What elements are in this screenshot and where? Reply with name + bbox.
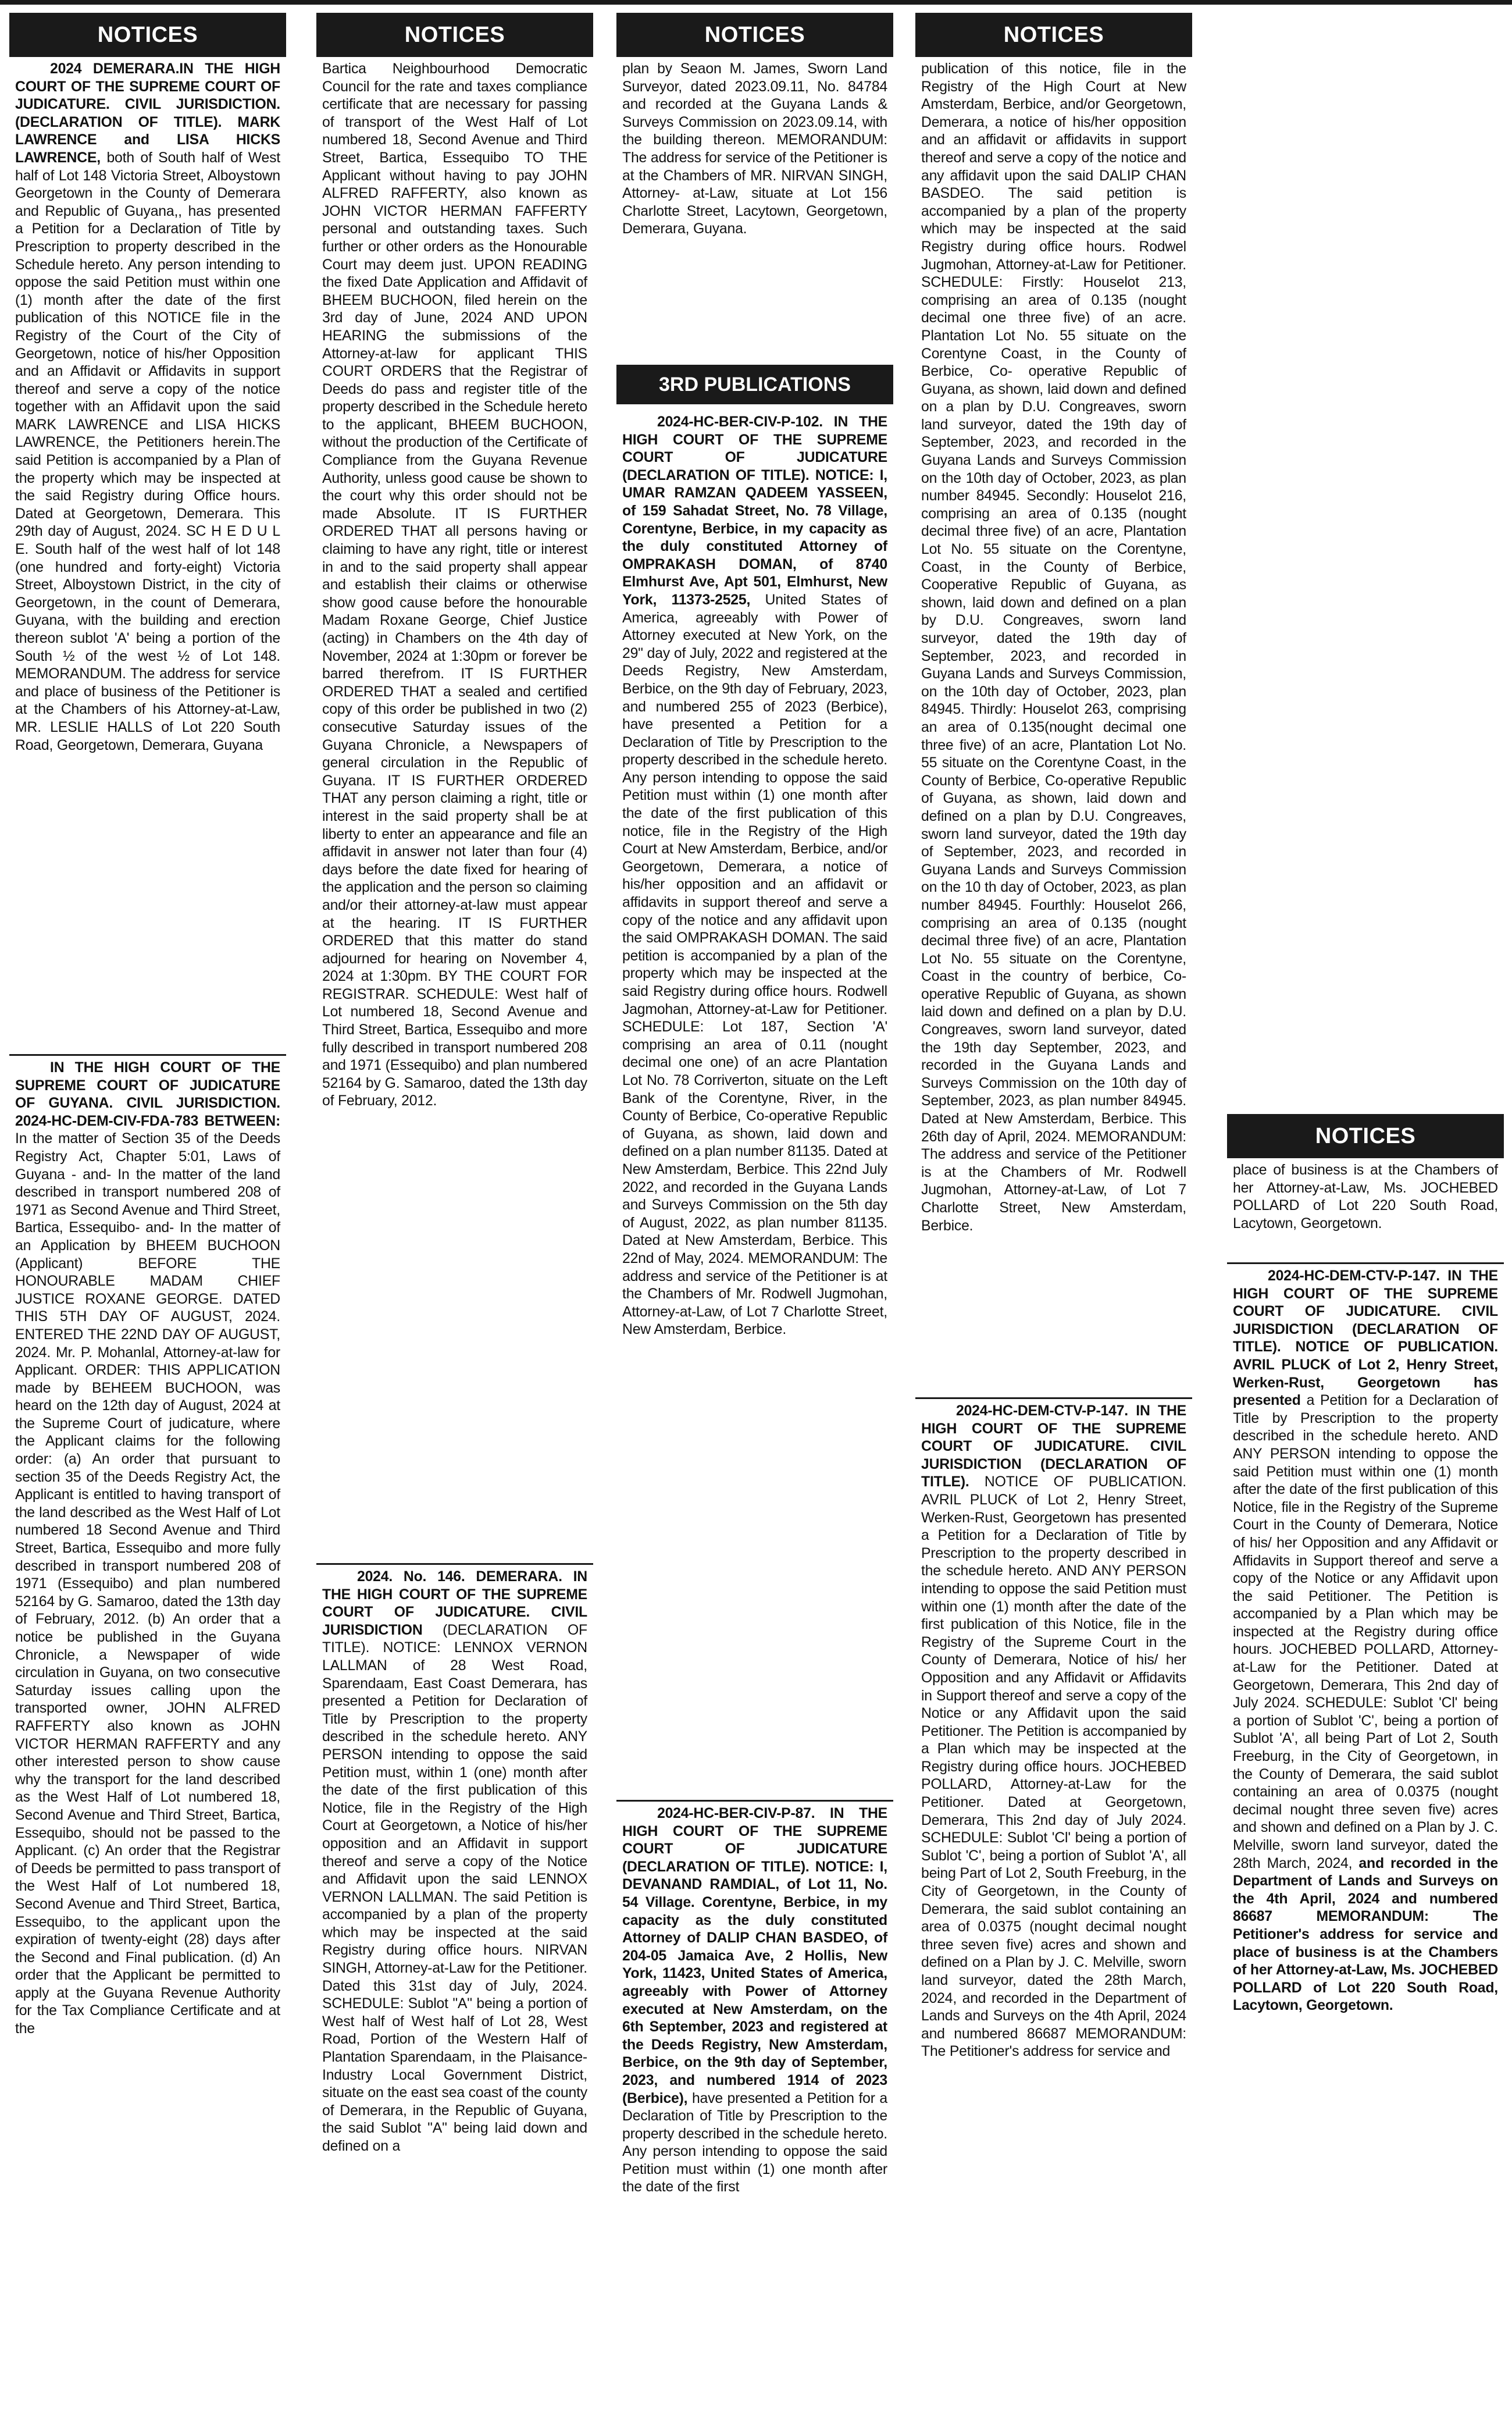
notice-dem-146 — [316, 1565, 593, 2376]
notices-header: NOTICES — [316, 13, 593, 57]
column-4 — [915, 13, 1192, 2410]
notice-body: both of South half of West half of Lot 148 Victoria Street, Alboystown Georgetown in the County of Demerara and Republic of Guyana,, has presented a Petition for a Declaration of Title by Prescription to property described in the Schedule hereto. Any person intending to oppose the said Petition must within one (1) month after the date of the first publication of this NOTICE file in the Registry of the Court of the City of Georgetown, notice of his/her Opposition and an Affidavit or Affidavits in support thereof and serve a copy of the notice together with an Affidavit upon the said MARK LAWRENCE and LISA HICKS LAWRENCE, the Petitioners herein.The said Petition is accompanied by a Plan of the property which may be inspected at the said Registry during Office hours. Dated at Georgetown, Demerara. This 29th day of August, 2024. SC H E D U L E. South half of the west half of lot 148 (one hundred and forty-eight) Victoria Street, Alboystown District, in the city of Georgetown, in the count of Demerara, Guyana, with the building and erection thereon sublot 'A' being a portion of the South ½ of the west ½ of Lot 148. MEMORANDUM. The address for service and place of business of the Petitioner is at the Chambers of his Attorney-at-Law, MR. LESLIE HALLS of Lot 220 South Road, Georgetown, Demerara, Guyana — [15, 150, 280, 753]
notices-header: NOTICES — [915, 13, 1192, 57]
notices-header: NOTICES — [9, 13, 286, 57]
top-rule — [0, 0, 1512, 5]
notice-body: have presented a Petition for a Declaration of Title by Prescription to the property described in the schedule hereto. Any person intending to oppose the said Petition must within (1) one month after the date of the first — [622, 2090, 887, 2195]
notice-ber-87 — [616, 1802, 893, 2403]
notice-body: Bartica Neighbourhood Democratic Council for the rate and taxes compliance certificate that are necessary for passing of transport of the West Half of Lot numbered 18, Second Avenue and Third Street, Bartica, Essequibo TO THE Applicant without having to pay JOHN ALFRED RAFFERTY, also known as JOHN VICTOR HERMAN FAFFERTY personal and outstanding taxes. Such further or other orders as the Honourable Court may deem just. UPON READING the fixed Date Application and Affidavit of BHEEM BUCHOON, filed herein on the 3rd day of June, 2024 AND UPON HEARING the submissions of the Attorney-at-law for applicant THIS COURT ORDERS that the Registrar of Deeds do pass and register title of the property described in the Schedule hereto to the applicant, BHEEM BUCHOON, without the production of the Certificate of Compliance from the Guyana Revenue Authority, unless good cause be shown to the court why this order should not be made Absolute. IT IS FURTHER ORDERED THAT all persons having or claiming to have any right, title or interest in and to the said property shall appear and establish their claims or otherwise show good cause before the honourable Madam Roxane George, Chief Justice (acting) in Chambers on the 4th day of November, 2024 at 1:30pm or forever be barred therefrom. IT IS FURTHER ORDERED THAT a sealed and certified copy of this order be published in two (2) consecutive Saturday issues of the Guyana Chronicle, a Newspapers of general circulation in the Republic of Guyana. IT IS FURTHER ORDERED THAT any person claiming a right, title or interest in the said property shall be at liberty to enter an appearance and file an affidavit in answer not later than four (4) days before the date fixed for hearing of the application and the person so claiming and/or their attorney-at-law must appear at the hearing. IT IS FURTHER ORDERED that this matter do stand adjourned for hearing on November 4, 2024 at 1:30pm. BY THE COURT FOR REGISTRAR. SCHEDULE: West half of Lot numbered 18, Second Avenue and Third Street, Bartica, Essequibo and more fully described in transport numbered 208 and 1971 (Essequibo) and plan numbered 52164 by G. Samaroo, dated the 13th day of February, 2012. — [322, 61, 587, 1109]
notice-ctv-147-second — [1227, 1264, 1504, 2389]
notice-fda-783 — [9, 1056, 286, 2402]
notice-body: In the matter of Section 35 of the Deeds Registry Act, Chapter 5:01, Laws of Guyana - and- In the matter of the land described in transport numbered 208 of 1971 as Second Avenue and Third Street, Bartica, Essequibo- and- In the matter of an Application by BHEEM BUCHOON (Applicant) BEFORE THE HONOURABLE MADAM CHIEF JUSTICE ROXANE GEORGE. DATED THIS 5TH DAY OF AUGUST, 2024. ENTERED THE 22ND DAY OF AUGUST, 2024. Mr. P. Mohanlal, Attorney-at-law for Applicant. ORDER: THIS APPLICATION made by BEHEEM BUCHOON, was heard on the 12th day of August, 2024 at the Supreme Court of judicature, where the Applicant claims for the following order: (a) An order that pursuant to section 35 of the Deeds Registry Act, the Applicant is entitled to having transport of the land described as the West Half of Lot numbered 18 Second Avenue and Third Street, Bartica, Essequibo and more fully described in transport numbered 208 of 1971 (Essequibo) and plan numbered 52164 by G. Samaroo, dated the 13th day of February, 2012. (b) An order that a notice be published in the Guyana Chronicle, a Newspaper of wide circulation in Guyana, on two consecutive Saturday issues calling upon the transported owner, JOHN ALFRED RAFFERTY also known as JOHN VICTOR HERMAN RAFFERTY and any other interested person to show cause why the transport for the land described as the West Half of Lot numbered 18, Second Avenue and Third Street, Bartica, Essequibo, should not be passed to the Applicant. (c) An order that the Registrar of Deeds be permitted to pass transport of the West Half of Lot numbered 18, Second Avenue and Third Street, Bartica, Essequibo, to the applicant upon the expiration of twenty-eight (28) days after the Second and Final publication. (d) An order that the Applicant be permitted to apply at the Guyana Revenue Authority for the Tax Compliance Certificate and at the — [15, 1131, 280, 2037]
notice-caption: IN THE HIGH COURT OF THE SUPREME COURT OF JUDICATURE OF GUYANA. CIVIL JURISDICTION. 2024-HC-DEM-CIV-FDA-783 BETWEEN: — [15, 1060, 280, 1129]
notice-memorandum: and recorded in the Department of Lands and Surveys on the 4th April, 2024 and numbered 86687 MEMORANDUM: The Petitioner's address for service and place of business is at the Chambers of her Attorney-at-Law, Ms. JOCHEBED POLLARD of Lot 220 South Road, Lacytown, Georgetown. — [1233, 1855, 1498, 2014]
third-publications-header: 3RD PUBLICATIONS — [616, 365, 893, 404]
notice-body: plan by Seaon M. James, Sworn Land Surveyor, dated 2023.09.11, No. 84784 and recorded at the Guyana Lands & Surveys Commission on 2023.09.14, with the building thereon. MEMORANDUM: The address for service of the Petitioner is at the Chambers of MR. NIRVAN SINGH, Attorney- at-Law, situate at Lot 156 Charlotte Street, Lacytown, Georgetown, Demerara, Guyana. — [622, 61, 887, 237]
notices-header: NOTICES — [1227, 1114, 1504, 1158]
notice-body: a Petition for a Declaration of Title by Prescription to the property described in the schedule hereto. AND ANY PERSON intending to oppose the said Petition must within one (1) month after the date of the first publication of this Notice, file in the Registry of the Supreme Court in the County of Demerara, Notice of his/ her Opposition and any Affidavit or Affidavits in Support thereof and serve a copy of the Notice or any Affidavit upon the said Petitioner. The Petition is accompanied by a Plan which may be inspected at the Registry during office hours. JOCHEBED POLLARD, Attorney-at-Law for the Petitioner. Dated at Georgetown, Demerara, This 2nd day of July 2024. SCHEDULE: Sublot 'Cl' being a portion of Sublot 'C', being a portion of Sublot 'A', all being Part of Lot 2, South Freeburg, in the City of Georgetown, in the County of Demerara, the said sublot containing an area of 0.0375 (nought decimal nought three seven five) acres and shown and defined on a Plan by J. C. Melville, sworn land surveyor, dated the 28th March, 2024, — [1233, 1393, 1498, 1871]
notice-demerara-lawrence — [9, 57, 286, 1056]
column-3 — [616, 13, 893, 2410]
notice-caption: 2024-HC-BER-CIV-P-102. IN THE HIGH COURT OF THE SUPREME COURT OF JUDICATURE (DECLARATION OF TITLE). NOTICE: I, UMAR RAMZAN QADEEM YASSEEN, of 159 Sahadat Street, No. 78 Village, Corentyne, Berbice, in my capacity as the duly constituted Attorney of OMPRAKASH DOMAN, of 8740 Elmhurst Ave, Apt 501, Elmhurst, New York, 11373-2525, — [622, 414, 887, 608]
notice-caption: 2024-HC-BER-CIV-P-87. IN THE HIGH COURT OF THE SUPREME COURT OF JUDICATURE (DECLARATION OF TITLE). NOTICE: I, DEVANAND RAMDIAL, of Lot 11, No. 54 Village. Corentyne, Berbice, in my capacity as the duly constituted Attorney of DALIP CHAN BASDEO, of 204-05 Jamaica Ave, 2 Hollis, New York, 11423, United States of America, agreeably with Power of Attorney executed at New Amsterdam, on the 6th September, 2023 and registered at the Deeds Registry, New Amsterdam, Berbice, on the 9th day of September, 2023, and numbered 1914 of 2023 (Berbice), — [622, 1806, 887, 2106]
notice-ctv-147-continued — [1227, 1158, 1504, 1264]
column-5 — [1227, 1114, 1504, 2397]
column-1 — [9, 13, 286, 2410]
notice-caption: 2024-HC-DEM-CTV-P-147. IN THE HIGH COURT OF THE SUPREME COURT OF JUDICATURE. CIVIL JURISDICTION (DECLARATION OF TITLE). — [921, 1403, 1186, 1490]
notices-header: NOTICES — [616, 13, 893, 57]
column-2 — [316, 13, 593, 2410]
notice-body: place of business is at the Chambers of her Attorney-at-Law, Ms. JOCHEBED POLLARD of Lot 220 South Road, Lacytown, Georgetown. — [1233, 1162, 1498, 1232]
notice-dem-146-continued — [616, 57, 893, 359]
notice-ctv-147 — [915, 1399, 1192, 2408]
notice-ber-102 — [616, 410, 893, 1802]
notice-body: United States of America, agreeably with Power of Attorney executed at New York, on the 29" day of July, 2022 and registered at the Deeds Registry, New Amsterdam, Berbice, on the 9th day of February, 2023, and numbered 255 of 2023 (Berbice), have presented a Petition for a Declaration of Title by Prescription to the property described in the schedule hereto. Any person intending to oppose the said Petition must within (1) one month after the date of the first publication of this notice, file in the Registry of the High Court at New Amsterdam, Berbice, and/or Georgetown, Demerara, a notice of his/her opposition and an affidavit or affidavits in support thereof and serve a copy of the notice and any affidavit upon the said OMPRAKASH DOMAN. The said petition is accompanied by a plan of the property which may be inspected at the said Registry during office hours. Rodwell Jagmohan, Attorney-at-Law for Petitioner. SCHEDULE: Lot 187, Section 'A' comprising an area of 0.11 (nought decimal one one) of an acre Plantation Lot No. 78 Corriverton, situate on the Left Bank of the Corentyne, River, in the County of Berbice, Co-operative Republic of Guyana, as shown, laid down and defined on a plan number 81135. Dated at New Amsterdam, Berbice. This 22nd July 2022, and recorded in the Guyana Lands and Surveys Commission on the 5th day of August, 2022, as plan number 81135. Dated at New Amsterdam, Berbice. This 22nd of May, 2024. MEMORANDUM: The address and service of the Petitioner is at the Chambers of Mr. Rodwell Jugmohan, Attorney-at-Law, of Lot 7 Charlotte Street, New Amsterdam, Berbice. — [622, 592, 887, 1338]
notice-caption: 2024-HC-DEM-CTV-P-147. IN THE HIGH COURT OF THE SUPREME COURT OF JUDICATURE. CIVIL JURISDICTION (DECLARATION OF TITLE). NOTICE OF PUBLICATION. AVRIL PLUCK of Lot 2, Henry Street, Werken-Rust, Georgetown has presented — [1233, 1268, 1498, 1409]
notice-ber-87-continued — [915, 57, 1192, 1399]
notice-body: publication of this notice, file in the Registry of the High Court at New Amsterdam, Berbice, and/or Georgetown, Demerara, a notice of his/her opposition and an affidavit or affidavits in support thereof and serve a copy of the notice and any affidavit upon the said DALIP CHAN BASDEO. The said petition is accompanied by a plan of the property which may be inspected at the said Registry during office hours. Rodwel Jugmohan, Attorney-at-Law for Petitioner. SCHEDULE: Firstly: Houselot 213, comprising an area of 0.135 (nought decimal one three five) of an acre. Plantation Lot No. 55 situate on the Corentyne Coast, in the County of Berbice, Co- operative Republic of Guyana, as shown, laid down and defined on a plan by D.U. Congreaves, sworn land surveyor, dated the 19th day of September, 2023, and recorded in the Guyana Lands and Surveys Commission on the 10th day of October, 2023, as plan number 84945. Secondly: Houselot 216, comprising an area of 0.135 (nought decimal three five) of an acre, Plantation Lot No. 55 situate on the Corentyne, Coast, in the County of Berbice, Cooperative Republic of Guyana, as shown, laid down and defined on a plan by D.U. Congreaves, sworn land surveyor, dated the 19th day of September, 2023, and recorded in Guyana Lands and Surveys Commission, on the 10th day of October, 2023, plan 84945. Thirdly: Houselot 263, comprising an area of 0.135(nought decimal one three five) of an acre, Plantation Lot No. 55 situate on the Corentyne Coast, in the County of Berbice, Co-operative Republic of Guyana, as shown, laid down and defined on a plan by D.U. Congreaves, sworn land surveyor, dated the 19th day of September, 2023, and recorded in Guyana Lands and Surveys Commission on the 10 th day of October, 2023, as plan number 84945. Fourthly: Houselot 266, comprising an area of 0.135 (nought decimal three five) of an acre, Plantation Lot No. 55 situate on the Corentyne, Coast in the country of berbice, Co-operative Republic of Guyana, as shown laid down and defined on a plan by D.U. Congreaves, sworn land surveyor, dated the 19th day September, 2023, and recorded in the Guyana Lands and Surveys Commission on the 10th day of September, 2023, as plan number 84945. Dated at New Amsterdam, Berbice. This 26th day of April, 2024. MEMORANDUM: The address and service of the Petitioner is at the Chambers of Mr. Rodwell Jugmohan, Attorney-at-Law, of Lot 7 Charlotte Street, New Amsterdam, Berbice. — [921, 61, 1186, 1234]
notice-caption: 2024 DEMERARA.IN THE HIGH COURT OF THE SUPREME COURT OF JUDICATURE. CIVIL JURISDICTION. (DECLARATION OF TITLE). MARK LAWRENCE and LISA HICKS LAWRENCE, — [15, 61, 280, 166]
notice-fda-783-continued — [316, 57, 593, 1565]
notice-caption: 2024. No. 146. DEMERARA. IN THE HIGH COURT OF THE SUPREME COURT OF JUDICATURE. CIVIL JURISDICTION — [322, 1569, 587, 1638]
notice-body: (DECLARATION OF TITLE). NOTICE: LENNOX VERNON LALLMAN of 28 West Road, Sparendaam, East Coast Demerara, has presented a Petition for Declaration of Title by Prescription to the property described in the schedule hereto. ANY PERSON intending to oppose the said Petition must, within 1 (one) month after the date of the first publication of this Notice, file in the Registry of the High Court at Georgetown, a Notice of his/her opposition and an Affidavit in support thereof and serve a copy of the Notice and Affidavit upon the said LENNOX VERNON LALLMAN. The said Petition is accompanied by a plan of the property which may be inspected at the said Registry during office hours. NIRVAN SINGH, Attorney-at-Law for the Petitioner. Dated this 31st day of July, 2024. SCHEDULE: Sublot "A" being a portion of West half of West half of Lot 28, West Road, Portion of the Western Half of Plantation Sparendaam, in the Plaisance-Industry Local Government District, situate on the east sea coast of the county of Demerara, in the Republic of Guyana, the said Sublot "A" being laid down and defined on a — [322, 1622, 587, 2154]
notice-body: NOTICE OF PUBLICATION. AVRIL PLUCK of Lot 2, Henry Street, Werken-Rust, Georgetown has presented a Petition for a Declaration of Title by Prescription to the property described in the schedule hereto. AND ANY PERSON intending to oppose the said Petition must within one (1) month after the date of the first publication of this Notice, file in the Registry of the Supreme Court in the County of Demerara, Notice of his/ her Opposition and any Affidavit or Affidavits in Support thereof and serve a copy of the Notice or any Affidavit upon the said Petitioner. The Petition is accompanied by a Plan which may be inspected at the Registry during office hours. JOCHEBED POLLARD, Attorney-at-Law for the Petitioner. Dated at Georgetown, Demerara, This 2nd day of July 2024. SCHEDULE: Sublot 'Cl' being a portion of Sublot 'C', being a portion of Sublot 'A', all being Part of Lot 2, South Freeburg, in the City of Georgetown, in the County of Demerara, the said sublot containing an area of 0.0375 (nought decimal nought three seven five) acres and shown and defined on a Plan by J. C. Melville, sworn land surveyor, dated the 28th March, 2024, and recorded in the Department of Lands and Surveys on the 4th April, 2024 and numbered 86687 MEMORANDUM: The Petitioner's address for service and — [921, 1474, 1186, 2060]
